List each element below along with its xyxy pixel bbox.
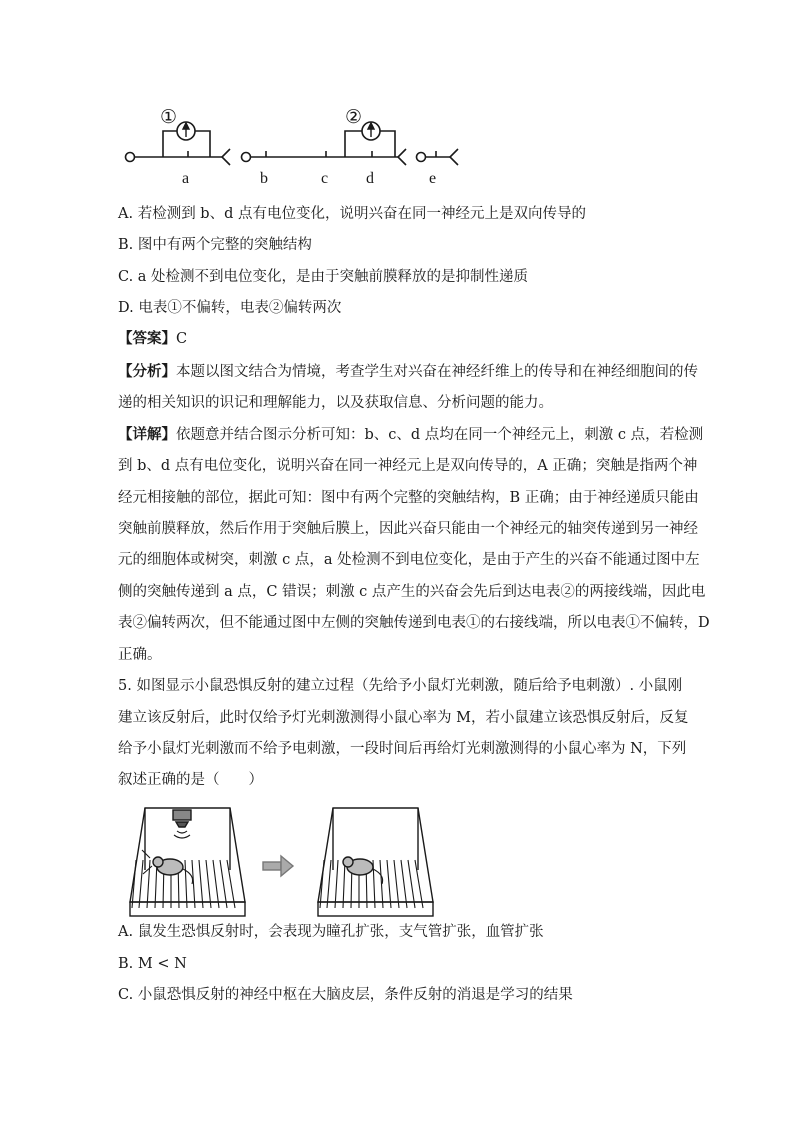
- neuron-meter-diagram: [0, 0, 794, 200]
- synapse-1-terminal: [222, 149, 230, 165]
- q4-detail-line-4: 突触前膜释放，然后作用于突触后膜上，因此兴奋只能由一个神经元的轴突传递到另一神经: [118, 521, 698, 537]
- synapse-2-terminal: [398, 149, 406, 165]
- q4-detail-line-3: 经元相接触的部位，据此可知：图中有两个完整的突触结构，B 正确；由于神经递质只能由: [118, 490, 699, 506]
- neuron-1-cell-body: [126, 153, 135, 162]
- q4-detail-line-5: 元的细胞体或树突，刺激 c 点，a 处检测不到电位变化，是由于产生的兴奋不能通过图中左: [118, 552, 700, 568]
- q5-option-a: A. 鼠发生恐惧反射时，会表现为瞳孔扩张，支气管扩张，血管扩张: [118, 924, 544, 940]
- lamp-icon: [173, 810, 191, 820]
- q4-option-c: C. a 处检测不到电位变化，是由于突触前膜释放的是抑制性递质: [118, 269, 529, 285]
- q5-stem-line-3: 给予小鼠灯光刺激而不给予电刺激，一段时间后再给灯光刺激测得的小鼠心率为 N，下列: [118, 741, 687, 757]
- q4-option-a: A. 若检测到 b、d 点有电位变化，说明兴奋在同一神经元上是双向传导的: [118, 206, 586, 222]
- answer-tag: 【答案】: [118, 330, 176, 347]
- meter-1-label: ①: [160, 107, 178, 128]
- meter-2-label: ②: [345, 107, 363, 128]
- q4-detail-line-1: 【详解】依题意并结合图示分析可知：b、c、d 点均在同一个神经元上，刺激 c 点，若检测: [118, 426, 704, 443]
- q5-option-c: C. 小鼠恐惧反射的神经中枢在大脑皮层，条件反射的消退是学习的结果: [118, 987, 573, 1003]
- q5-option-b: B. M < N: [118, 956, 187, 972]
- q4-option-b: B. 图中有两个完整的突触结构: [118, 237, 312, 253]
- point-label-d: d: [366, 170, 374, 187]
- q4-answer: [118, 329, 698, 349]
- box-2-light-only: [318, 808, 433, 916]
- point-label-c: c: [321, 170, 329, 187]
- q5-stem-line-2: 建立该反射后，此时仅给予灯光刺激测得小鼠心率为 M，若小鼠建立该恐惧反射后，反复: [118, 710, 689, 726]
- point-label-a: a: [182, 170, 190, 187]
- q4-detail-line-8: 正确。: [118, 647, 162, 663]
- point-label-e: e: [429, 170, 437, 187]
- detail-tag: 【详解】: [118, 426, 176, 443]
- q4-detail-line-2: 到 b、d 点有电位变化，说明兴奋在同一神经元上是双向传导的，A 正确；突触是指两个神: [118, 458, 698, 474]
- answer-value: C: [176, 331, 188, 347]
- arrow-icon: [263, 856, 293, 876]
- neuron-2-cell-body: [242, 153, 251, 162]
- q5-stem-line-1: 5. 如图显示小鼠恐惧反射的建立过程（先给予小鼠灯光刺激，随后给予电刺激）. 小鼠刚: [118, 678, 683, 694]
- q4-option-d: D. 电表①不偏转，电表②偏转两次: [118, 300, 342, 316]
- neuron-3-cell-body: [417, 153, 426, 162]
- mouse-fear-reflex-figure: [0, 800, 794, 920]
- point-label-b: b: [260, 170, 268, 187]
- synapse-3-terminal: [450, 149, 458, 165]
- q4-detail-line-7: 表②偏转两次，但不能通过图中左侧的突触传递到电表①的右接线端，所以电表①不偏转，D: [118, 615, 710, 631]
- q4-detail-line-6: 侧的突触传递到 a 点，C 错误；刺激 c 点产生的兴奋会先后到达电表②的两接线端，因此电: [118, 584, 706, 600]
- analysis-tag: 【分析】: [118, 363, 176, 380]
- q4-analysis-line-2: 递的相关知识的识记和理解能力，以及获取信息、分析问题的能力。: [118, 395, 553, 411]
- q5-stem-line-4: 叙述正确的是（ ）: [118, 772, 263, 788]
- box-1-light-and-shock: [130, 808, 245, 916]
- q4-analysis-line-1: 【分析】本题以图文结合为情境，考查学生对兴奋在神经纤维上的传导和在神经细胞间的传: [118, 363, 698, 380]
